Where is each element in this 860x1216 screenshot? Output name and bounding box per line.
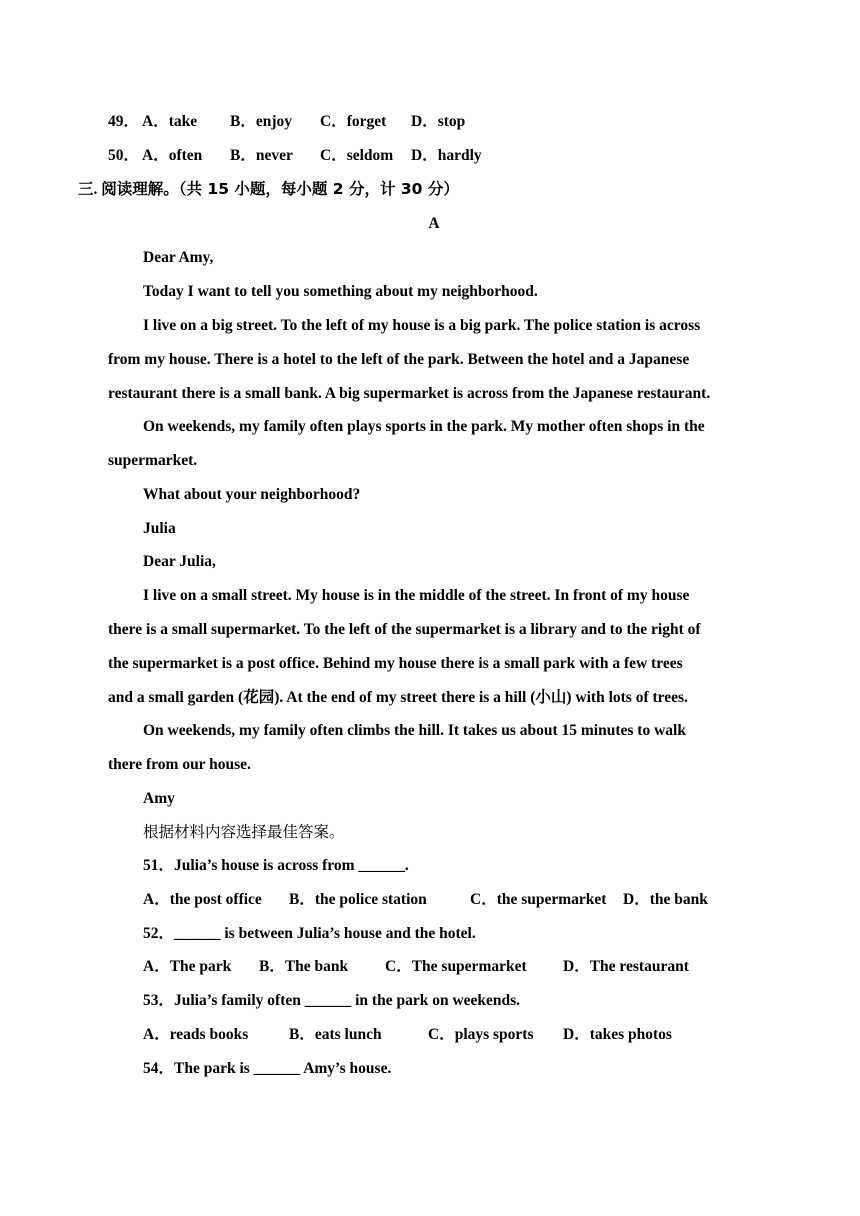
- option-d: D．hardly: [411, 147, 482, 164]
- letter1-p1-line3: restaurant there is a small bank. A big supermarket is across from the Japanese restaurant.: [108, 385, 711, 402]
- option-d: D．The restaurant: [563, 958, 689, 975]
- letter1-p1-line1: I live on a big street. To the left of my house is a big park. The police station is across: [143, 317, 701, 334]
- letter2-p1-line1: I live on a small street. My house is in the middle of the street. In front of my house: [143, 587, 690, 604]
- option-a: A．take: [142, 113, 198, 130]
- question-51-options: [143, 890, 743, 910]
- option-d: D．takes photos: [563, 1026, 672, 1043]
- option-c: C．the supermarket: [470, 891, 607, 908]
- instruction: 根据材料内容选择最佳答案。: [143, 823, 345, 841]
- letter2-p1-line2: there is a small supermarket. To the left of the supermarket is a library and to the right of: [108, 621, 701, 638]
- option-a: A．reads books: [143, 1026, 249, 1043]
- letter1-greeting: Dear Amy,: [143, 249, 214, 266]
- option-c: C．forget: [320, 113, 387, 130]
- letter1-signature: Julia: [143, 520, 176, 537]
- question-52-stem: 52．______ is between Julia’s house and the hotel.: [143, 925, 476, 942]
- question-50: [108, 146, 508, 166]
- letter2-p2-line1: On weekends, my family often climbs the hill. It takes us about 15 minutes to walk: [143, 722, 686, 739]
- option-c: C．The supermarket: [385, 958, 527, 975]
- question-53-stem: 53．Julia’s family often ______ in the park on weekends.: [143, 992, 521, 1009]
- question-49: [108, 112, 508, 132]
- letter2-p1-line3: the supermarket is a post office. Behind my house there is a small park with a few trees: [108, 655, 683, 672]
- question-54-stem: 54．The park is ______ Amy’s house.: [143, 1060, 392, 1077]
- letter1-p2-line1: On weekends, my family often plays sports in the park. My mother often shops in the: [143, 418, 705, 435]
- letter2-p1-line4: and a small garden (花园). At the end of my street there is a hill (小山) with lots of trees.: [108, 689, 688, 706]
- letter2-signature: Amy: [143, 790, 175, 807]
- question-number: 49．: [108, 113, 140, 130]
- option-b: B．The bank: [259, 958, 349, 975]
- option-b: B．never: [230, 147, 293, 164]
- option-d: D．stop: [411, 113, 466, 130]
- question-number: 50．: [108, 147, 140, 164]
- option-d: D．the bank: [623, 891, 708, 908]
- letter1-intro: Today I want to tell you something about my neighborhood.: [143, 283, 538, 300]
- option-a: A．often: [142, 147, 203, 164]
- question-52-options: [143, 957, 743, 977]
- option-a: A．the post office: [143, 891, 262, 908]
- section-title: 阅读理解。（共 15 小题，每小题 2 分，计 30 分）: [101, 180, 459, 198]
- option-a: A．The park: [143, 958, 232, 975]
- option-b: B．eats lunch: [289, 1026, 382, 1043]
- letter2-greeting: Dear Julia,: [143, 553, 216, 570]
- option-b: B．the police station: [289, 891, 427, 908]
- section-number: 三.: [78, 181, 98, 198]
- letter1-p1-line2: from my house. There is a hotel to the left of the park. Between the hotel and a Japanese: [108, 351, 690, 368]
- letter2-p2-line2: there from our house.: [108, 756, 251, 773]
- section-heading: [78, 179, 459, 200]
- option-c: C．seldom: [320, 147, 394, 164]
- letter1-p2-line2: supermarket.: [108, 452, 198, 469]
- option-c: C．plays sports: [428, 1026, 534, 1043]
- question-51-stem: 51．Julia’s house is across from ______.: [143, 857, 409, 874]
- passage-label: A: [428, 215, 440, 232]
- letter1-question: What about your neighborhood?: [143, 486, 361, 503]
- question-53-options: [143, 1025, 743, 1045]
- option-b: B．enjoy: [230, 113, 293, 130]
